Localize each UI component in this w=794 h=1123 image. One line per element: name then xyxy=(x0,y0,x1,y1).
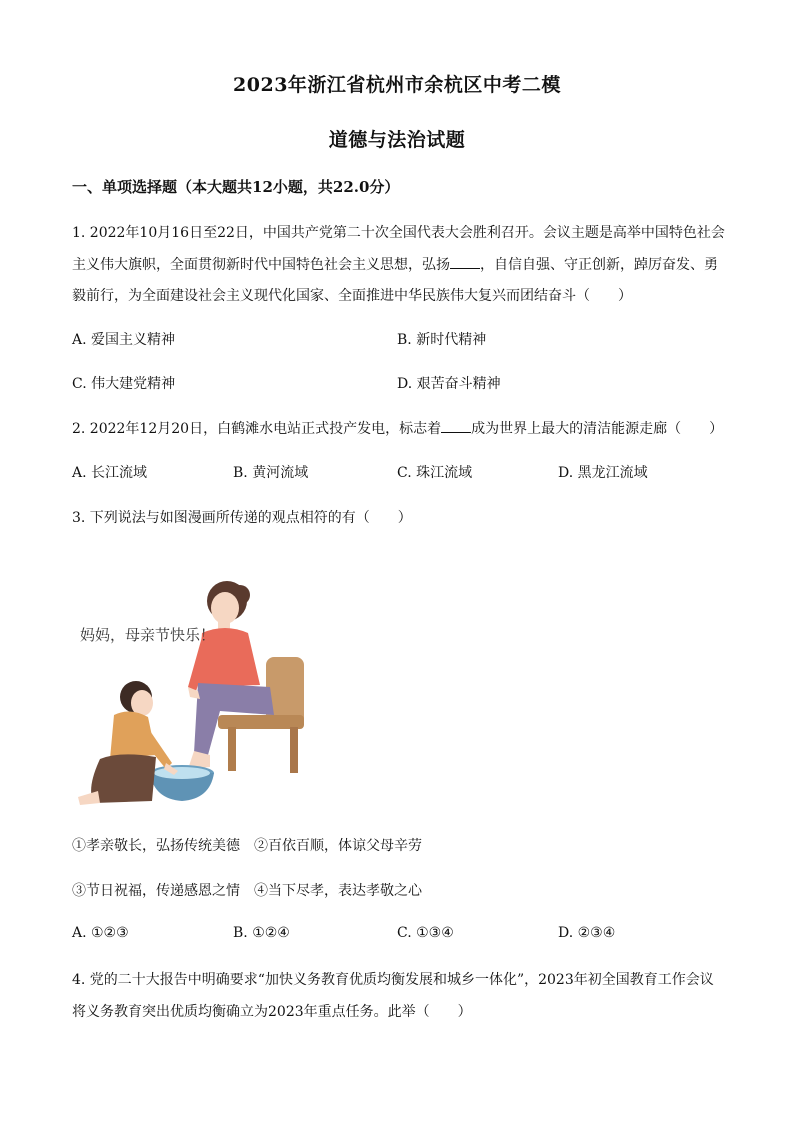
q2-answer-blank xyxy=(441,420,471,433)
q1-stem-line2-part1: 主义伟大旗帜，全面贯彻新时代中国特色社会主义思想，弘扬 xyxy=(72,257,450,273)
q4-stem-line1: 4. 党的二十大报告中明确要求“加快义务教育优质均衡发展和城乡一体化”，2023年初全国教育工作会议 xyxy=(72,972,714,988)
q2-stem-part1: 2. 2022年12月20日，白鹤滩水电站正式投产发电，标志着 xyxy=(72,421,442,437)
q1-stem-line2-part2: ，自信自强、守正创新，踔厉奋发、勇 xyxy=(480,257,718,273)
q3-option-c[interactable]: C. ①③④ xyxy=(397,925,454,941)
q2-option-b[interactable]: B. 黄河流域 xyxy=(233,465,309,481)
q3-option-a[interactable]: A. ①②③ xyxy=(72,925,129,941)
q2-stem-part2: 成为世界上最大的清洁能源走廊（ ） xyxy=(471,421,724,437)
q1-option-a[interactable]: A. 爱国主义精神 xyxy=(72,332,176,348)
exam-title: 2023年浙江省杭州市余杭区中考二模 xyxy=(233,74,561,96)
q1-answer-blank xyxy=(450,256,480,269)
q1-option-c[interactable]: C. 伟大建党精神 xyxy=(72,376,176,392)
q2-option-d[interactable]: D. 黑龙江流域 xyxy=(558,465,648,481)
q3-statement-line1: ①孝亲敬长，弘扬传统美德 ②百依百顺，体谅父母辛劳 xyxy=(72,838,422,854)
speech-bubble-text: 妈妈，母亲节快乐！ xyxy=(80,626,216,644)
q2-option-c[interactable]: C. 珠江流域 xyxy=(397,465,473,481)
q1-stem-line2 xyxy=(72,254,718,274)
q4-stem-line2: 将义务教育突出优质均衡确立为2023年重点任务。此举（ ） xyxy=(72,1004,472,1020)
q2-option-a[interactable]: A. 长江流域 xyxy=(72,465,148,481)
exam-subject-title: 道德与法治试题 xyxy=(328,129,466,151)
section-heading: 一、单项选择题（本大题共12小题，共22.0分） xyxy=(72,178,400,196)
cartoon-illustration xyxy=(70,575,320,810)
q1-stem-line3: 毅前行，为全面建设社会主义现代化国家、全面推进中华民族伟大复兴而团结奋斗（ ） xyxy=(72,288,632,304)
q1-option-d[interactable]: D. 艰苦奋斗精神 xyxy=(397,376,501,392)
q1-option-b[interactable]: B. 新时代精神 xyxy=(397,332,487,348)
q1-stem-line1: 1. 2022年10月16日至22日，中国共产党第二十次全国代表大会胜利召开。会议主题是高举中国特色社会 xyxy=(72,225,725,241)
q2-stem-line1 xyxy=(72,418,723,438)
q3-stem-line1: 3. 下列说法与如图漫画所传递的观点相符的有（ ） xyxy=(72,510,412,526)
q3-statement-line2: ③节日祝福，传递感恩之情 ④当下尽孝，表达孝敬之心 xyxy=(72,883,422,899)
q3-option-b[interactable]: B. ①②④ xyxy=(233,925,290,941)
q3-option-d[interactable]: D. ②③④ xyxy=(558,925,616,941)
wash-basin-illustration xyxy=(150,765,214,801)
